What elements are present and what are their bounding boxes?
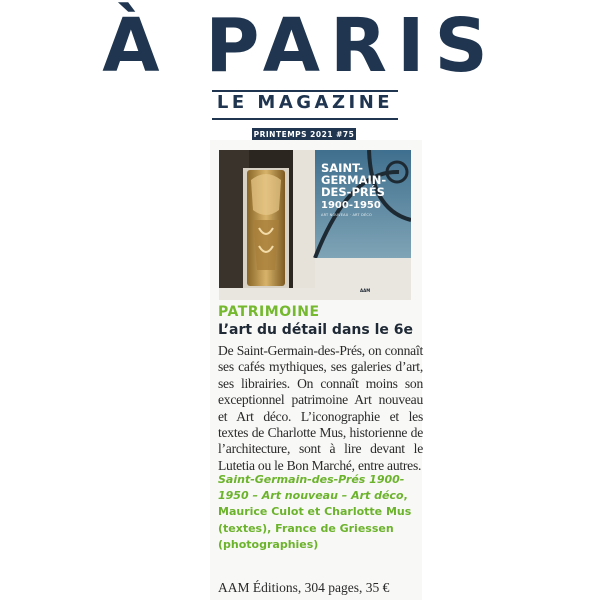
issue-tag: PRINTEMPS 2021 #75 bbox=[253, 130, 355, 139]
magazine-subtitle: LE MAGAZINE bbox=[216, 92, 394, 113]
article-headline: L’art du détail dans le 6e bbox=[218, 322, 413, 338]
book-cover-publisher-logo: AAM bbox=[360, 288, 371, 293]
article-rubric: PATRIMOINE bbox=[218, 304, 320, 320]
book-credits-title: Saint-Germain-des-Prés 1900-1950 – Art nouveau – Art déco bbox=[218, 473, 405, 503]
book-credits bbox=[218, 472, 422, 553]
book-cover-title: SAINT-GERMAIN-DES-PRÉS bbox=[321, 161, 387, 199]
book-cover-subtitle: ART NOUVEAU · ART DÉCO bbox=[321, 213, 372, 217]
book-cover-years: 1900-1950 bbox=[321, 200, 381, 211]
masthead-rule-bottom bbox=[212, 118, 398, 120]
article-body: De Saint-Germain-des-Prés, on connaît ses cafés mythiques, ses galeries d’art, ses librairies. On connaît moins son exceptionnel patrimoine Art nouveau et Art déco. L’iconographie et les textes de Charlotte Mus, historienne de l’architecture, sont à lire devant le Lutetia ou le Bon Marché, entre autres. bbox=[218, 343, 423, 473]
book-credits-authors: , Maurice Culot et Charlotte Mus (textes), France de Griessen (photographies) bbox=[218, 489, 412, 551]
magazine-title: À PARIS bbox=[102, 3, 498, 89]
publication-info: AAM Éditions, 304 pages, 35 € bbox=[218, 580, 390, 595]
book-cover bbox=[219, 150, 411, 300]
